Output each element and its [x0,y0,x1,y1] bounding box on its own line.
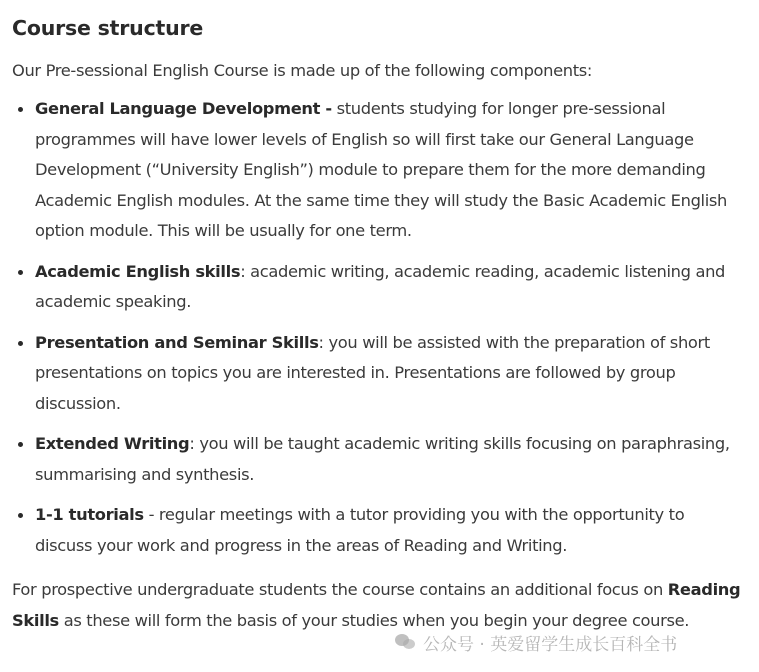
item-text: : you will be assisted with the preparation of short presentations on topics you are interested in. Presentations are followed by group discussion. [35,332,710,413]
item-title: Academic English skills [35,261,241,281]
list-item-tutorials [35,500,742,561]
item-text: students studying for longer pre-sessional programmes will have lower levels of English so will first take our General Language Development (“University English”) module to prepare them for the more demanding Academic English modules. At the same time they will study the Basic Academic English option module. This will be usually for one term. [35,99,728,240]
outro-text-before: For prospective undergraduate students the course contains an additional focus on [12,580,668,599]
item-title: General Language Development - [35,99,332,118]
list-item-presentation [35,328,742,420]
watermark-text: 公众号 · 英爱留学生成长百科全书 [423,634,678,655]
intro-paragraph: Our Pre-sessional English Course is made up of the following components: [12,61,593,80]
item-title: Extended Writing [35,434,190,453]
section-heading: Course structure [12,16,204,40]
list-item-academic-skills [35,257,742,318]
watermark [395,628,677,656]
list-item-extended-writing [35,429,742,490]
item-text: : academic writing, academic reading, academic listening and academic speaking. [35,261,726,311]
outro-paragraph [12,575,742,636]
wechat-icon [395,633,417,651]
article-content [12,0,742,636]
list-item-general-language [35,94,742,247]
item-text: : you will be taught academic writing skills focusing on paraphrasing, summarising and synthesis. [35,434,730,484]
item-title: Presentation and Seminar Skills [35,332,319,352]
outro-bold: Reading Skills [12,580,741,630]
item-title: 1-1 tutorials [35,505,144,524]
outro-text-after: as these will form the basis of your studies when you begin your degree course. [58,610,690,630]
components-list [12,94,742,561]
item-text: - regular meetings with a tutor providing you with the opportunity to discuss your work and progress in the areas of Reading and Writing. [35,505,685,555]
